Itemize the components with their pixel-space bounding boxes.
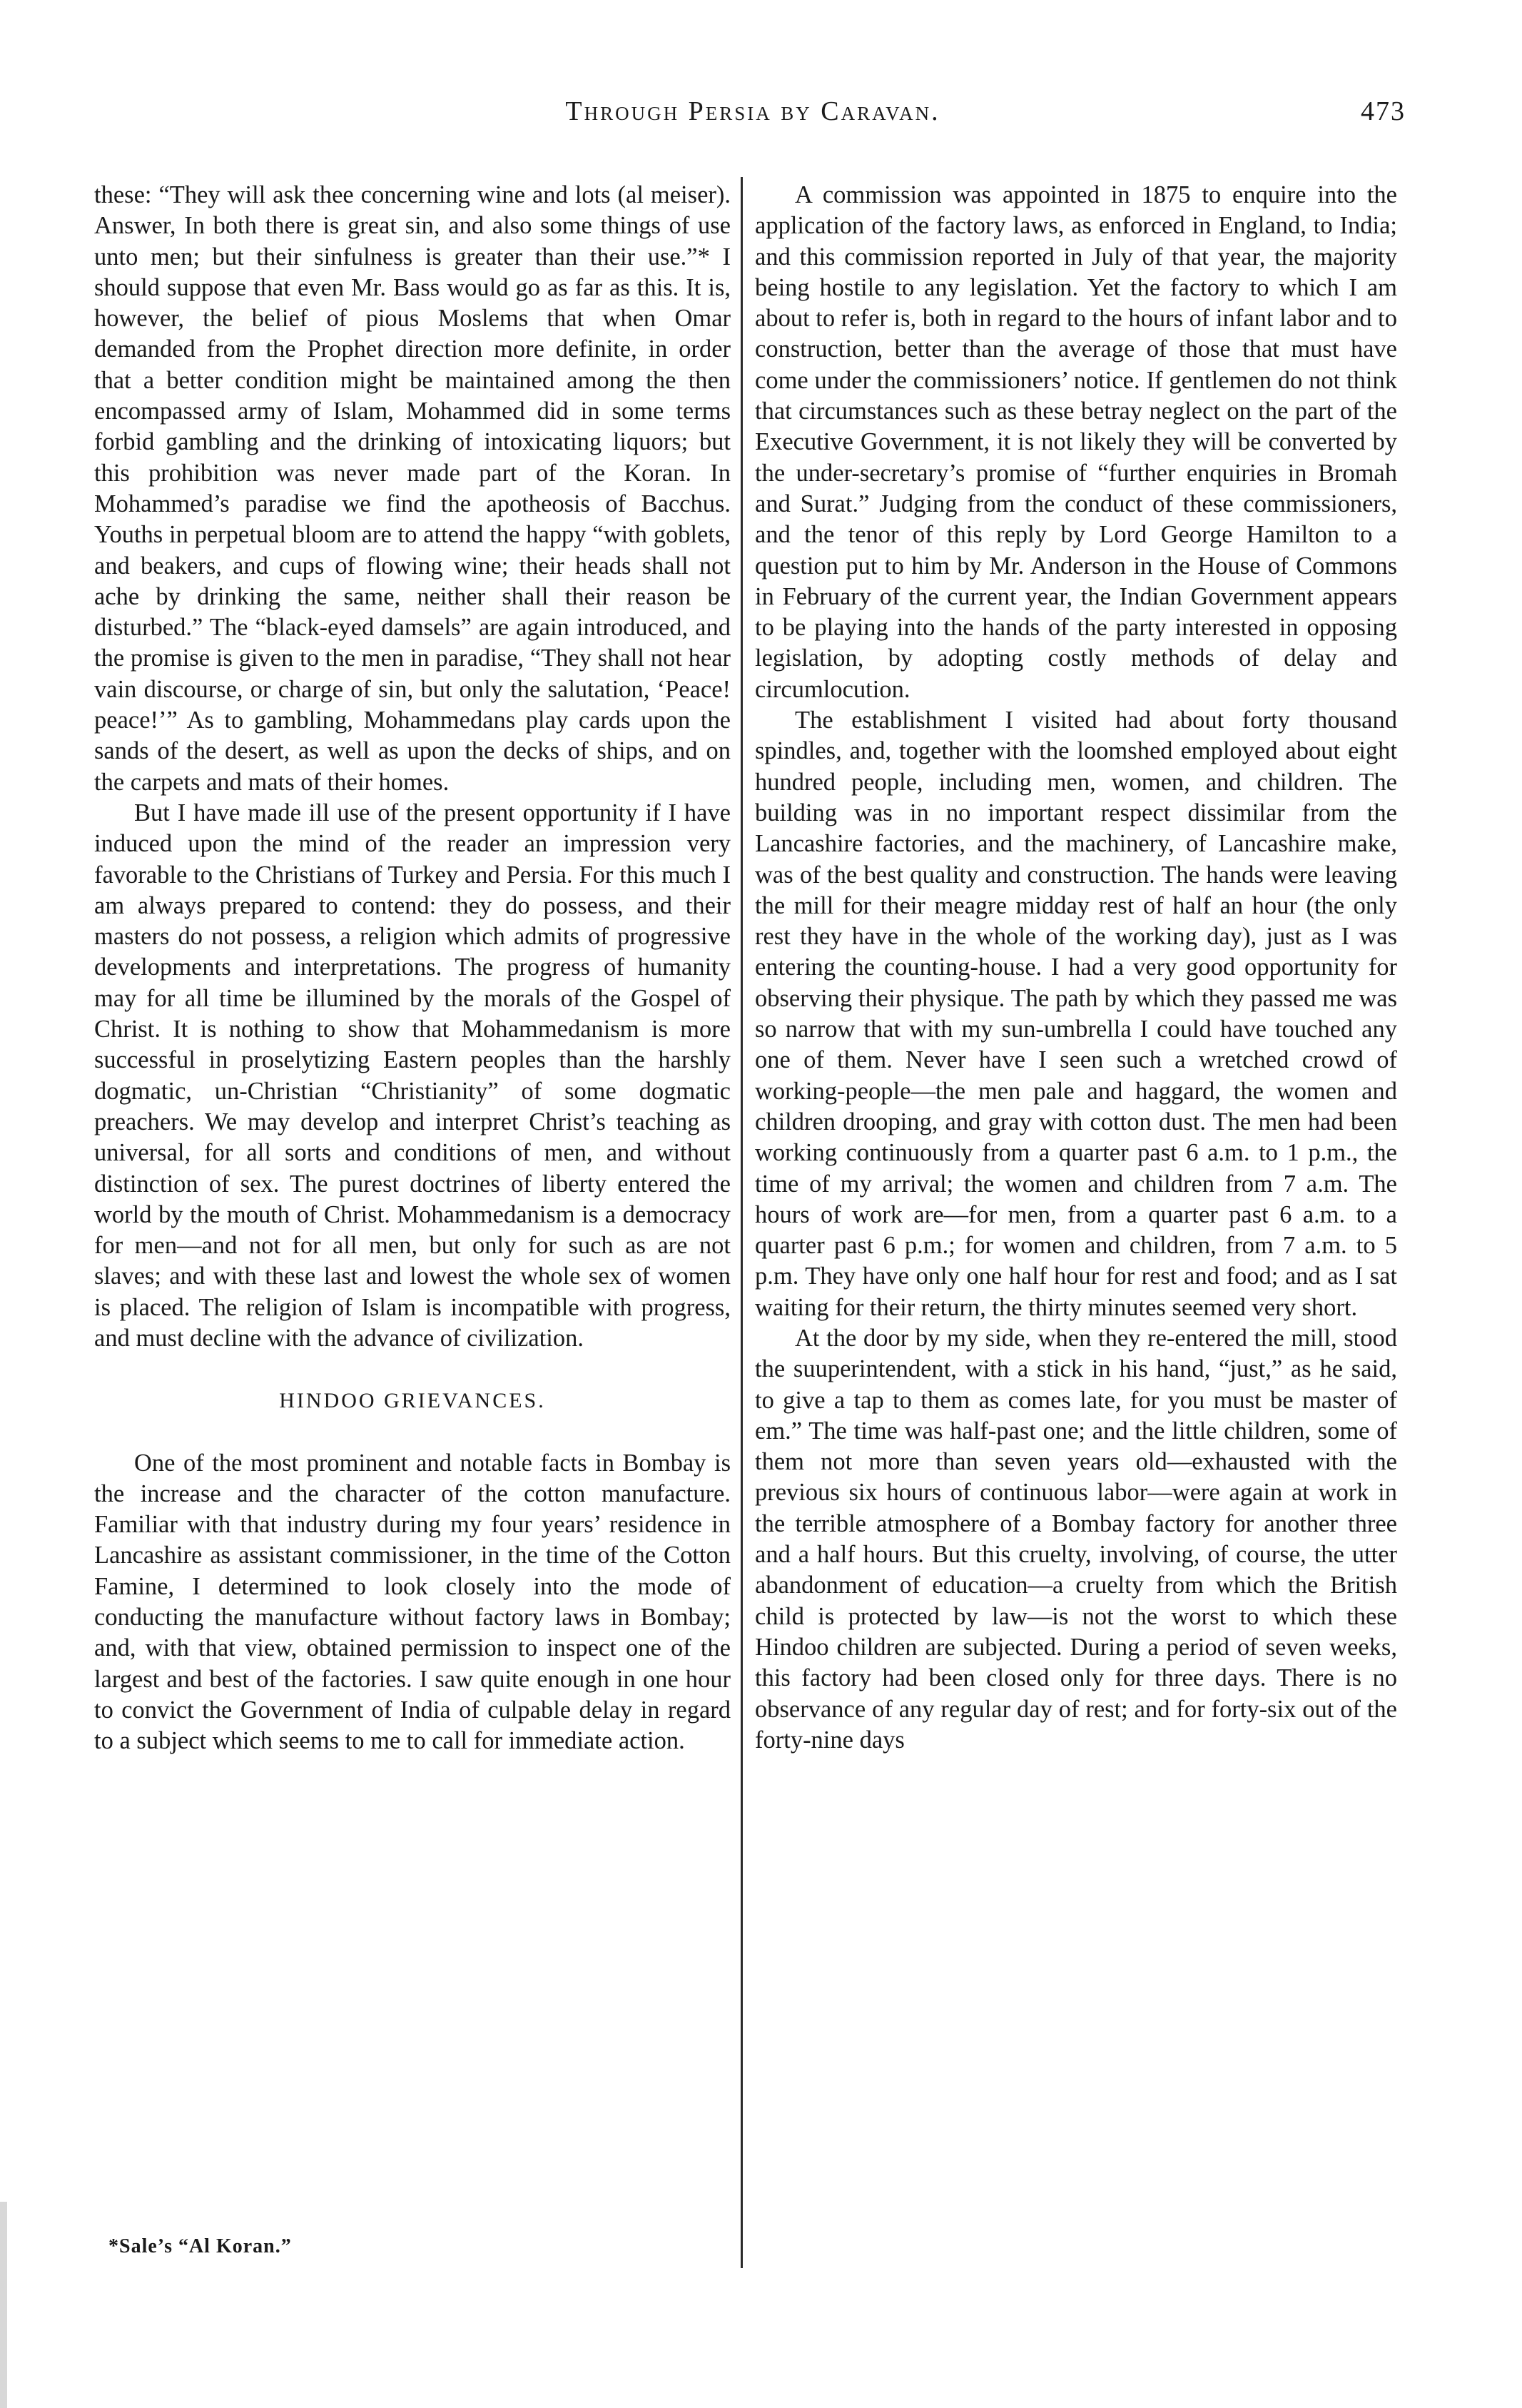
section-heading: HINDOO GRIEVANCES. — [279, 1389, 546, 1413]
page-number: 473 — [1361, 96, 1406, 126]
left-column — [94, 180, 731, 1757]
column-rule — [741, 177, 743, 2268]
right-paragraph-1: A commission was appointed in 1875 to enquire into the application of the factory laws, as enforced in England, to India; and this commission reported in July of that year, the majority being hostile to any legislation. Yet the factory to which I am about to refer is, both in regard to the hours of infant labor and to construction, better than the average of those that must have come under the commissioners’ notice. If gentlemen do not think that circumstances such as these betray neglect on the part of the Executive Government, it is not likely they will be converted by the under-secretary’s promise of “further enquiries in Bromah and Surat.” Judging from the conduct of these commissioners, and the tenor of this reply by Lord George Hamilton to a question put to him by Mr. Anderson in the House of Commons in February of the current year, the Indian Government appears to be playing into the hands of the party interested in opposing legislation, by adopting costly methods of delay and circumlocution. — [755, 181, 1397, 703]
right-paragraph-2: The establishment I visited had about forty thousand spindles, and, together with the loomshed employed about eight hundred people, including men, women, and children. The building was in no important respect dissimilar from the Lancashire factories, and the machinery, of Lancashire make, was of the best quality and construction. The hands were leaving the mill for their meagre midday rest of half an hour (the only rest they have in the whole of the working day), just as I was entering the counting-house. I had a very good opportunity for observing their physique. The path by which they passed me was so narrow that with my sun-umbrella I could have touched any one of them. Never have I seen such a wretched crowd of working-people—the men pale and haggard, the women and children drooping, and gray with cotton dust. The men had been working continuously from a quarter past 6 a.m. to 1 p.m., the time of my arrival; the women and children from 7 a.m. The hours of work are—for men, from a quarter past 6 a.m. to a quarter past 6 p.m.; for women and children, from 7 a.m. to 5 p.m. They have only one half hour for rest and food; and as I sat waiting for their return, the thirty minutes seemed very short. — [755, 707, 1397, 1321]
running-title: Through Persia by Caravan. — [565, 96, 940, 126]
right-column — [755, 180, 1397, 1756]
left-paragraph-1: these: “They will ask thee concerning wine and lots (al meiser). Answer, In both there is great sin, and also some things of use unto men; but their sinfulness is greater than their use.”* I should suppose that even Mr. Bass would go as far as this. It is, however, the belief of pious Moslems that when Omar demanded from the Prophet direction more definite, in order that a better condition might be maintained among the then encompassed army of Islam, Mohammed did in some terms forbid gambling and the drinking of intoxicating liquors; but this prohibition was never made part of the Koran. In Mohammed’s paradise we find the apotheosis of Bacchus. Youths in perpetual bloom are to attend the happy “with goblets, and beakers, and cups of flowing wine; their heads shall not ache by drinking the same, neither shall their reason be disturbed.” The “black-eyed damsels” are again introduced, and the promise is given to the men in paradise, “They shall not hear vain discourse, or charge of sin, but only the salutation, ‘Peace! peace!’” As to gambling, Mohammedans play cards upon the sands of the desert, as well as upon the decks of ships, and on the carpets and mats of their homes. — [94, 181, 731, 796]
left-paragraph-3: One of the most prominent and notable facts in Bombay is the increase and the character of the cotton manufacture. Familiar with that industry during my four years’ residence in Lancashire as assistant commissioner, in the time of the Cotton Famine, I determined to look closely into the mode of conducting the manufacture without factory laws in Bombay; and, with that view, obtained permission to inspect one of the largest and best of the factories. I saw quite enough in one hour to convict the Government of India of culpable delay in regard to a subject which seems to me to call for immediate action. — [94, 1449, 731, 1755]
running-head — [93, 96, 1413, 138]
scan-edge-shadow — [0, 2202, 7, 2408]
right-paragraph-3: At the door by my side, when they re-entered the mill, stood the suuperintendent, with a stick in his hand, “just,” as he said, to give a tap to them as comes late, for you must be master of em.” The time was half-past one; and the little children, some of them not more than seven years old—exhausted with the previous six hours of continuous labor—were again at work in the terrible atmosphere of a Bombay factory for another three and a half hours. But this cruelty, involving, of course, the utter abandonment of education—a cruelty from which the British child is protected by law—is not the worst to which these Hindoo children are subjected. During a period of seven weeks, this factory had been closed only for three days. There is no observance of any regular day of rest; and for forty-six out of the forty-nine days — [755, 1324, 1397, 1754]
left-paragraph-2: But I have made ill use of the present opportunity if I have induced upon the mind of the reader an impression very favorable to the Christians of Turkey and Persia. For this much I am always prepared to contend: they do possess, and their masters do not possess, a religion which admits of progressive developments and interpretations. The progress of humanity may for all time be illumined by the morals of the Gospel of Christ. It is nothing to show that Mohammedanism is more successful in proselytizing Eastern peoples than the harshly dogmatic, un-Christian “Christianity” of some dogmatic preachers. We may develop and interpret Christ’s teaching as universal, for all sorts and conditions of men, and without distinction of sex. The purest doctrines of liberty entered the world by the mouth of Christ. Mohammedanism is a democracy for men—and not for all men, but only for such as are not slaves; and with these last and lowest the whole sex of women is placed. The religion of Islam is incompatible with progress, and must decline with the advance of civilization. — [94, 799, 731, 1352]
footnote: *Sale’s “Al Koran.” — [108, 2235, 292, 2257]
